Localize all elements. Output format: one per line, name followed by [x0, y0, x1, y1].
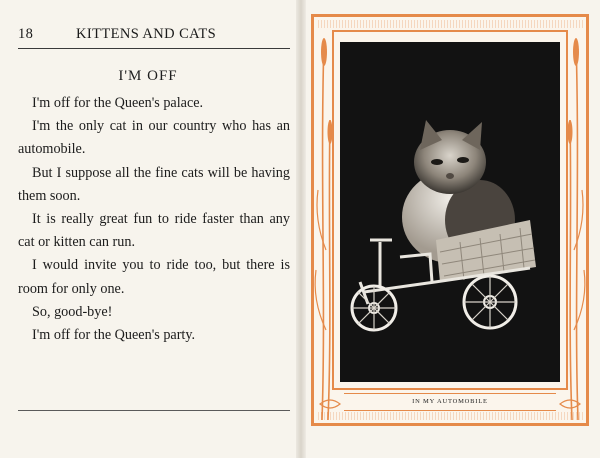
story-paragraph: I'm off for the Queen's party. — [32, 327, 196, 344]
header-rule — [18, 48, 290, 49]
story-paragraph: But I suppose all the fine cats will be having them soon. — [18, 164, 290, 204]
story-paragraph: So, good-bye! — [32, 303, 113, 320]
kitten-in-automobile-icon — [340, 42, 560, 382]
kitten-photo — [340, 42, 560, 382]
story-text — [18, 92, 290, 347]
photo-caption: IN MY AUTOMOBILE — [344, 393, 556, 411]
story-paragraph: It is really great fun to ride faster than any cat or kitten can run. — [18, 211, 290, 251]
book-gutter — [296, 0, 306, 458]
story-paragraph: I would invite you to ride too, but there is room for only one. — [18, 257, 290, 297]
story-paragraph: I'm off for the Queen's palace. — [32, 95, 204, 111]
book-title: KITTENS AND CATS — [76, 26, 217, 42]
footer-rule — [18, 410, 290, 411]
left-page — [0, 0, 296, 458]
right-page — [306, 0, 600, 458]
story-paragraph: I'm the only cat in our country who has an automobile. — [18, 118, 290, 158]
page-number: 18 — [18, 26, 34, 42]
story-title: I'M OFF — [118, 68, 178, 84]
